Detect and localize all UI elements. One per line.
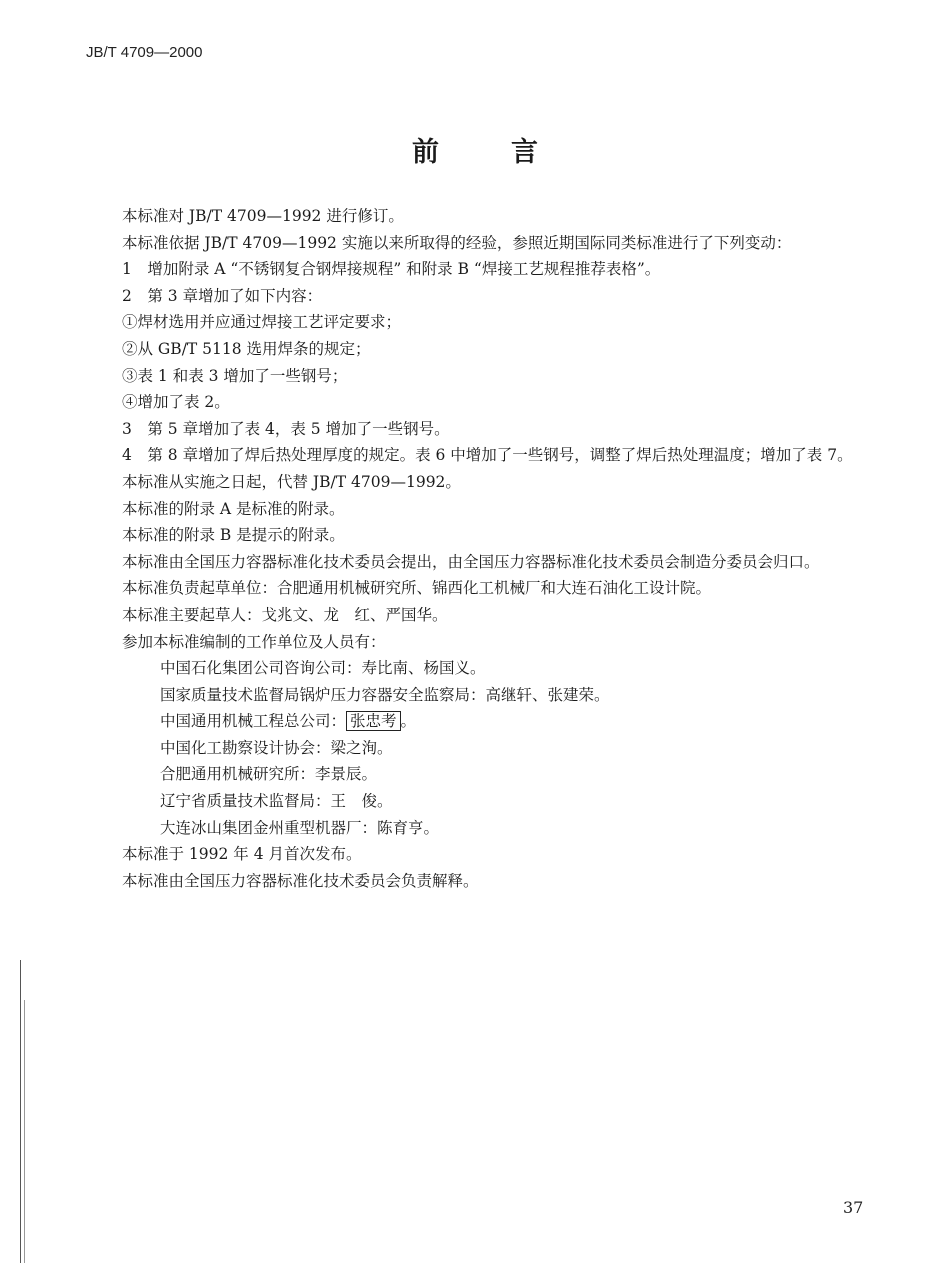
paragraph-replaces: 本标准从实施之日起，代替 JB/T 4709—1992。: [122, 472, 461, 491]
participant-2: 国家质量技术监督局锅炉压力容器安全监察局：高继轩、张建荣。: [160, 685, 610, 704]
participant-5: 合肥通用机械研究所：李景辰。: [160, 765, 378, 784]
paragraph-basis: 本标准依据 JB/T 4709—1992 实施以来所取得的经验，参照近期国际同类标准进行了下列变动：: [122, 233, 792, 252]
paragraph-main-drafters: 本标准主要起草人：戈兆文、龙 红、严国华。: [122, 605, 448, 624]
participant-1: 中国石化集团公司咨询公司：寿比南、杨国义。: [160, 659, 486, 678]
change-item-4: 4 第 8 章增加了焊后热处理厚度的规定。表 6 中增加了一些钢号，调整了焊后热处理温度；增加了表 7。: [122, 446, 853, 465]
change-item-1: 1 增加附录 A “不锈钢复合钢焊接规程” 和附录 B “焊接工艺规程推荐表格”。: [122, 260, 661, 279]
paragraph-participants: 参加本标准编制的工作单位及人员有：: [122, 632, 386, 651]
paragraph-appendix-a: 本标准的附录 A 是标准的附录。: [122, 499, 345, 518]
participant-4: 中国化工勘察设计协会：梁之洵。: [160, 738, 393, 757]
participant-3: [86, 708, 886, 735]
page-number: 37: [843, 1198, 864, 1217]
page-binding-edge: [20, 960, 21, 1263]
change-item-2: 2 第 3 章增加了如下内容：: [122, 286, 323, 305]
participant-6: 辽宁省质量技术监督局：王 俊。: [160, 792, 393, 811]
paragraph-interpretation: 本标准由全国压力容器标准化技术委员会负责解释。: [122, 871, 479, 890]
paragraph-appendix-b: 本标准的附录 B 是提示的附录。: [122, 526, 345, 545]
paragraph-proposed-by: 本标准由全国压力容器标准化技术委员会提出，由全国压力容器标准化技术委员会制造分委员会归口。: [122, 552, 820, 571]
page-title: 前言: [412, 137, 610, 168]
change-item-3: 3 第 5 章增加了表 4，表 5 增加了一些钢号。: [122, 419, 450, 438]
change-subitem-1: ①焊材选用并应通过焊接工艺评定要求；: [122, 313, 402, 332]
change-subitem-3: ③表 1 和表 3 增加了一些钢号；: [122, 366, 348, 385]
participant-3-end: 。: [400, 712, 417, 731]
page-binding-edge-inner: [24, 1000, 25, 1263]
document-code: JB/T 4709—2000: [86, 44, 203, 61]
participant-7: 大连冰山集团金州重型机器厂：陈育亨。: [160, 818, 440, 837]
participant-3-org: 中国通用机械工程总公司：: [160, 712, 347, 731]
document-body: [86, 203, 886, 894]
change-subitem-2: ②从 GB/T 5118 选用焊条的规定；: [122, 339, 371, 358]
boxed-name: 张忠考: [346, 711, 401, 731]
change-subitem-4: ④增加了表 2。: [122, 393, 230, 412]
paragraph-drafting-units: 本标准负责起草单位：合肥通用机械研究所、锦西化工机械厂和大连石油化工设计院。: [122, 579, 712, 598]
paragraph-revision: 本标准对 JB/T 4709—1992 进行修订。: [122, 207, 404, 225]
paragraph-first-release: 本标准于 1992 年 4 月首次发布。: [122, 845, 362, 864]
